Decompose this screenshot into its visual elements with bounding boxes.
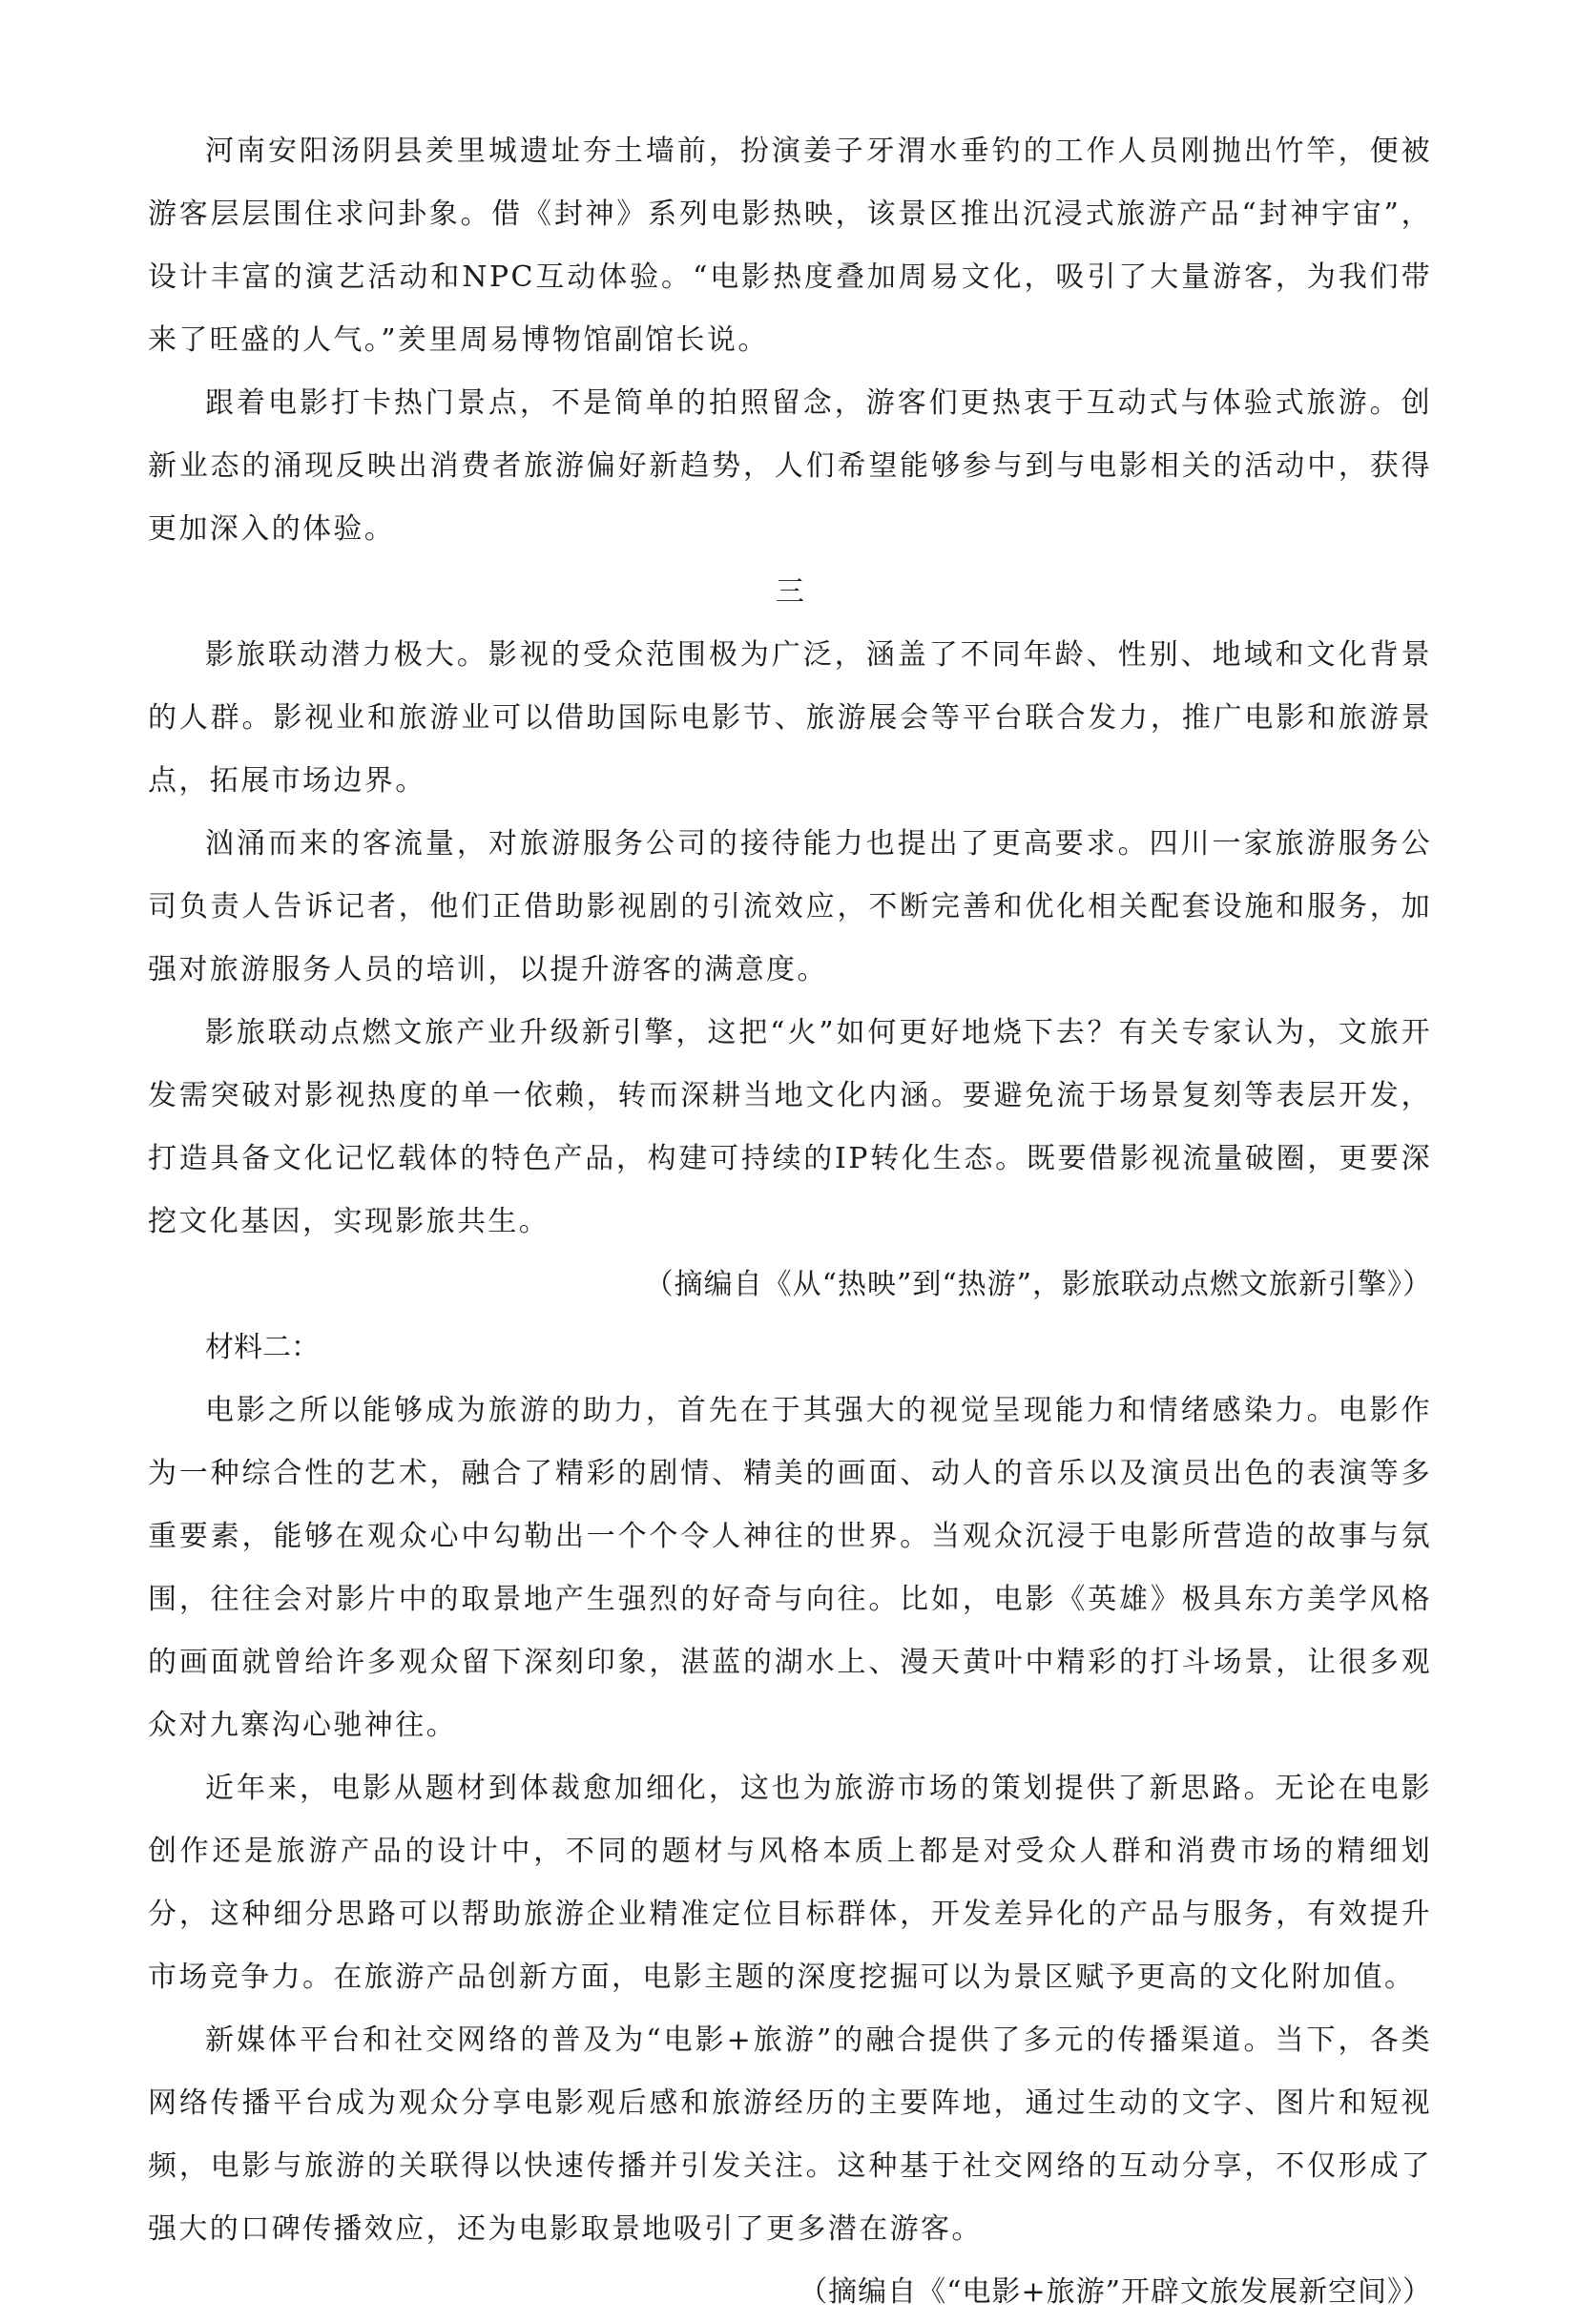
source-citation: （摘编自《从“热映”到“热游”，影旅联动点燃文旅新引擎》） bbox=[644, 1268, 1432, 1301]
paragraph: 影旅联动潜力极大。影视的受众范围极为广泛，涵盖了不同年龄、性别、地域和文化背景的人群。影视业和旅游业可以借助国际电影节、旅游展会等平台联合发力，推广电影和旅游景点，拓展市场边界。 bbox=[148, 638, 1432, 798]
source-citation: （摘编自《“电影+旅游”开辟文旅发展新空间》） bbox=[799, 2275, 1432, 2309]
section-heading: 三 bbox=[776, 575, 804, 609]
paragraph: 电影之所以能够成为旅游的助力，首先在于其强大的视觉呈现能力和情绪感染力。电影作为一种综合性的艺术，融合了精彩的剧情、精美的画面、动人的音乐以及演员出色的表演等多重要素，能够在观众心中勾勒出一个个令人神往的世界。当观众沉浸于电影所营造的故事与氛围，往往会对影片中的取景地产生强烈的好奇与向往。比如，电影《英雄》极具东方美学风格的画面就曾给许多观众留下深刻印象，湛蓝的湖水上、漫天黄叶中精彩的打斗场景，让很多观众对九寨沟心驰神往。 bbox=[148, 1394, 1432, 1742]
paragraph: 影旅联动点燃文旅产业升级新引擎，这把“火”如何更好地烧下去？有关专家认为，文旅开发需突破对影视热度的单一依赖，转而深耕当地文化内涵。要避免流于场景复刻等表层开发，打造具备文化记忆载体的特色产品，构建可持续的IP转化生态。既要借影视流量破圈，更要深挖文化基因，实现影旅共生。 bbox=[148, 1016, 1432, 1238]
paragraph: 新媒体平台和社交网络的普及为“电影+旅游”的融合提供了多元的传播渠道。当下，各类网络传播平台成为观众分享电影观后感和旅游经历的主要阵地，通过生动的文字、图片和短视频，电影与旅游的关联得以快速传播并引发关注。这种基于社交网络的互动分享，不仅形成了强大的口碑传播效应，还为电影取景地吸引了更多潜在游客。 bbox=[148, 2023, 1432, 2246]
paragraph: 汹涌而来的客流量，对旅游服务公司的接待能力也提出了更高要求。四川一家旅游服务公司负责人告诉记者，他们正借助影视剧的引流效应，不断完善和优化相关配套设施和服务，加强对旅游服务人员的培训，以提升游客的满意度。 bbox=[148, 827, 1432, 986]
document-page bbox=[148, 120, 1432, 2324]
material-label: 材料二： bbox=[205, 1331, 320, 1364]
paragraph: 跟着电影打卡热门景点，不是简单的拍照留念，游客们更热衷于互动式与体验式旅游。创新业态的涌现反映出消费者旅游偏好新趋势，人们希望能够参与到与电影相关的活动中，获得更加深入的体验。 bbox=[148, 386, 1432, 546]
paragraph: 近年来，电影从题材到体裁愈加细化，这也为旅游市场的策划提供了新思路。无论在电影创作还是旅游产品的设计中，不同的题材与风格本质上都是对受众人群和消费市场的精细划分，这种细分思路可以帮助旅游企业精准定位目标群体，开发差异化的产品与服务，有效提升市场竞争力。在旅游产品创新方面，电影主题的深度挖掘可以为景区赋予更高的文化附加值。 bbox=[148, 1772, 1432, 1994]
paragraph: 河南安阳汤阴县羑里城遗址夯土墙前，扮演姜子牙渭水垂钓的工作人员刚抛出竹竿，便被游客层层围住求问卦象。借《封神》系列电影热映，该景区推出沉浸式旅游产品“封神宇宙”，设计丰富的演艺活动和NPC互动体验。“电影热度叠加周易文化，吸引了大量游客，为我们带来了旺盛的人气。”羑里周易博物馆副馆长说。 bbox=[148, 135, 1432, 357]
